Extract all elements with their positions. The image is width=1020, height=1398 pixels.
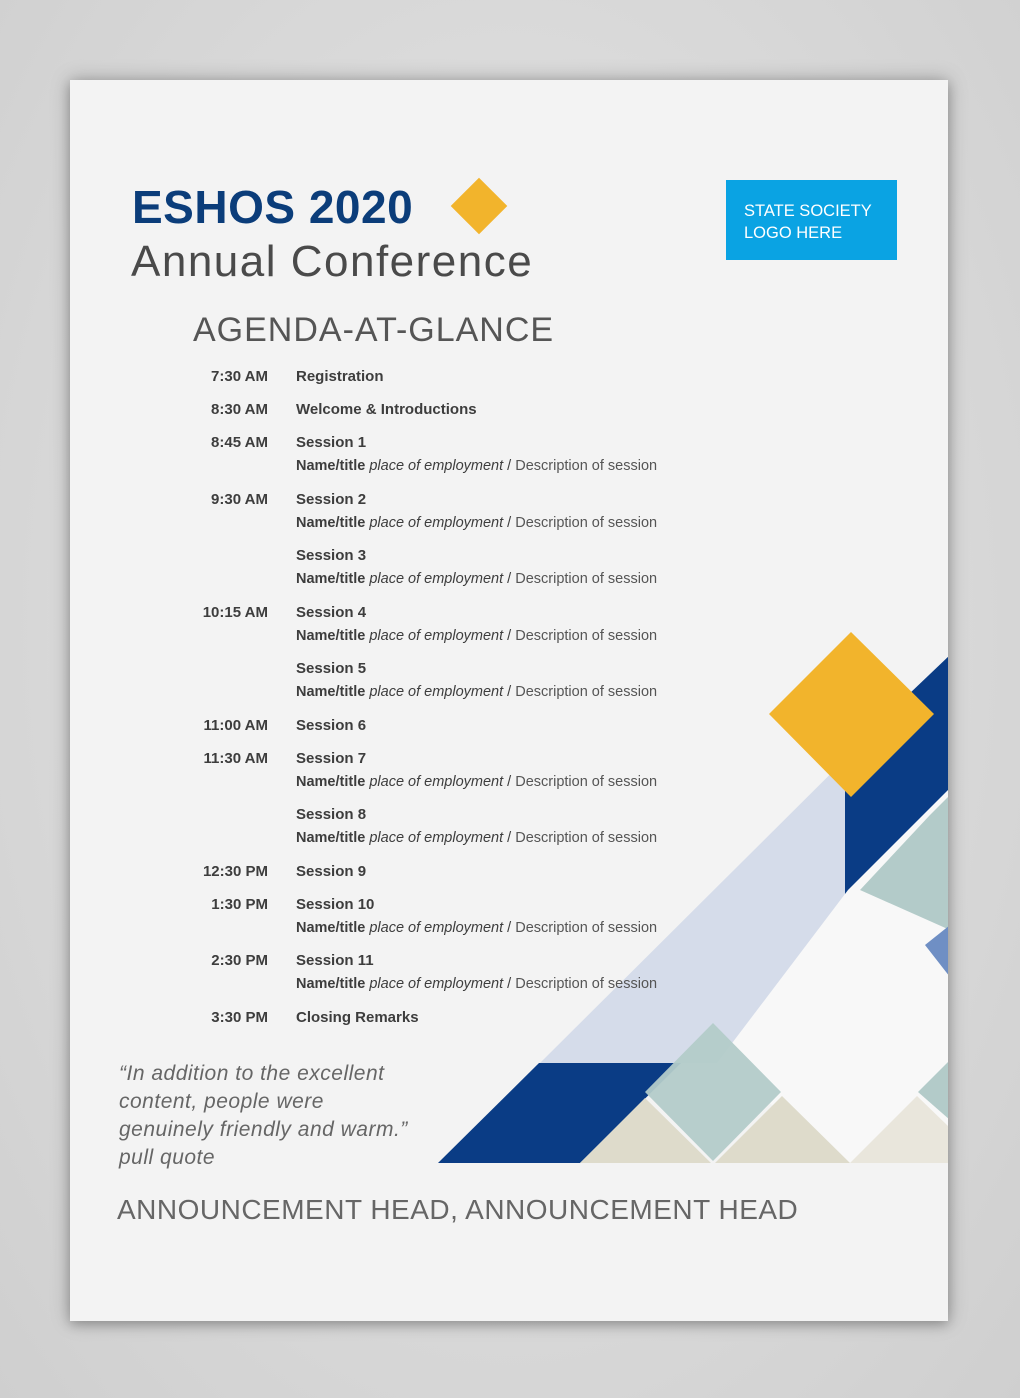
agenda-time: 10:15 AM xyxy=(202,603,268,621)
agenda-session-title: Welcome & Introductions xyxy=(296,401,477,418)
agenda-heading: AGENDA-AT-GLANCE xyxy=(193,311,555,349)
separator: / xyxy=(503,571,516,587)
agenda-time: 9:30 AM xyxy=(211,490,268,508)
agenda-time: 7:30 AM xyxy=(211,368,268,385)
session-description-text: Description of session xyxy=(515,571,658,587)
session-description-text: Description of session xyxy=(515,976,658,992)
place-of-employment: place of employment xyxy=(369,773,504,790)
conference-subtitle: Annual Conference xyxy=(131,237,534,286)
agenda-session-title: Session 7 xyxy=(296,749,367,767)
place-of-employment: place of employment xyxy=(369,458,504,474)
agenda-session-title: Session 4 xyxy=(296,603,367,621)
agenda-time: 11:30 AM xyxy=(203,749,268,767)
place-of-employment: place of employment xyxy=(369,684,504,700)
speaker-name: Name/title xyxy=(296,830,366,846)
place-of-employment: place of employment xyxy=(369,976,504,992)
agenda-session-title: Closing Remarks xyxy=(296,1008,419,1026)
place-of-employment: place of employment xyxy=(369,627,504,644)
agenda-time: 8:45 AM xyxy=(211,434,268,451)
agenda-flyer-page xyxy=(70,80,948,1321)
separator: / xyxy=(503,458,516,474)
agenda-session-title: Session 8 xyxy=(296,806,367,823)
agenda-session-title: Registration xyxy=(296,368,384,385)
agenda-session-title: Session 10 xyxy=(296,895,375,913)
agenda-time: 1:30 PM xyxy=(211,895,268,913)
speaker-name: Name/title xyxy=(296,773,366,790)
session-description-text: Description of session xyxy=(515,684,658,700)
agenda-session-title: Session 11 xyxy=(296,952,374,969)
place-of-employment: place of employment xyxy=(369,514,504,531)
agenda-session-title: Session 9 xyxy=(296,862,367,880)
speaker-name: Name/title xyxy=(296,684,366,700)
session-description-text: Description of session xyxy=(515,773,658,790)
conference-title: ESHOS 2020 xyxy=(132,181,414,233)
speaker-name: Name/title xyxy=(296,571,366,587)
session-description-text: Description of session xyxy=(515,514,658,531)
separator: / xyxy=(503,684,516,700)
agenda-session-title: Session 2 xyxy=(296,490,367,508)
speaker-name: Name/title xyxy=(296,919,366,936)
agenda-session-title: Session 5 xyxy=(296,660,367,677)
agenda-time: 12:30 PM xyxy=(202,862,268,880)
place-of-employment: place of employment xyxy=(369,571,504,587)
agenda-time: 11:00 AM xyxy=(203,716,268,734)
session-description-text: Description of session xyxy=(515,919,658,936)
separator: / xyxy=(503,627,516,644)
separator: / xyxy=(503,830,516,846)
agenda-session-title: Session 1 xyxy=(296,434,367,451)
agenda-session-title: Session 6 xyxy=(296,716,367,734)
separator: / xyxy=(503,919,516,936)
place-of-employment: place of employment xyxy=(369,830,504,846)
agenda-time: 3:30 PM xyxy=(211,1008,268,1026)
logo-placeholder: STATE SOCIETY LOGO HERE xyxy=(726,180,897,260)
separator: / xyxy=(503,976,516,992)
agenda-session-title: Session 3 xyxy=(296,547,367,564)
separator: / xyxy=(503,773,516,790)
pull-quote: “In addition to the excellent content, people were genuinely friendly and warm.” pull quote xyxy=(119,1062,408,1169)
session-description-text: Description of session xyxy=(515,627,658,644)
session-description-text: Description of session xyxy=(515,458,658,474)
speaker-name: Name/title xyxy=(296,627,366,644)
speaker-name: Name/title xyxy=(296,976,366,992)
session-description-text: Description of session xyxy=(515,830,658,846)
place-of-employment: place of employment xyxy=(369,919,504,936)
separator: / xyxy=(503,514,516,531)
agenda-time: 2:30 PM xyxy=(211,952,268,969)
agenda-time: 8:30 AM xyxy=(211,401,268,418)
speaker-name: Name/title xyxy=(296,514,366,531)
announcement-head: ANNOUNCEMENT HEAD, ANNOUNCEMENT HEAD xyxy=(117,1194,799,1225)
speaker-name: Name/title xyxy=(296,458,366,474)
